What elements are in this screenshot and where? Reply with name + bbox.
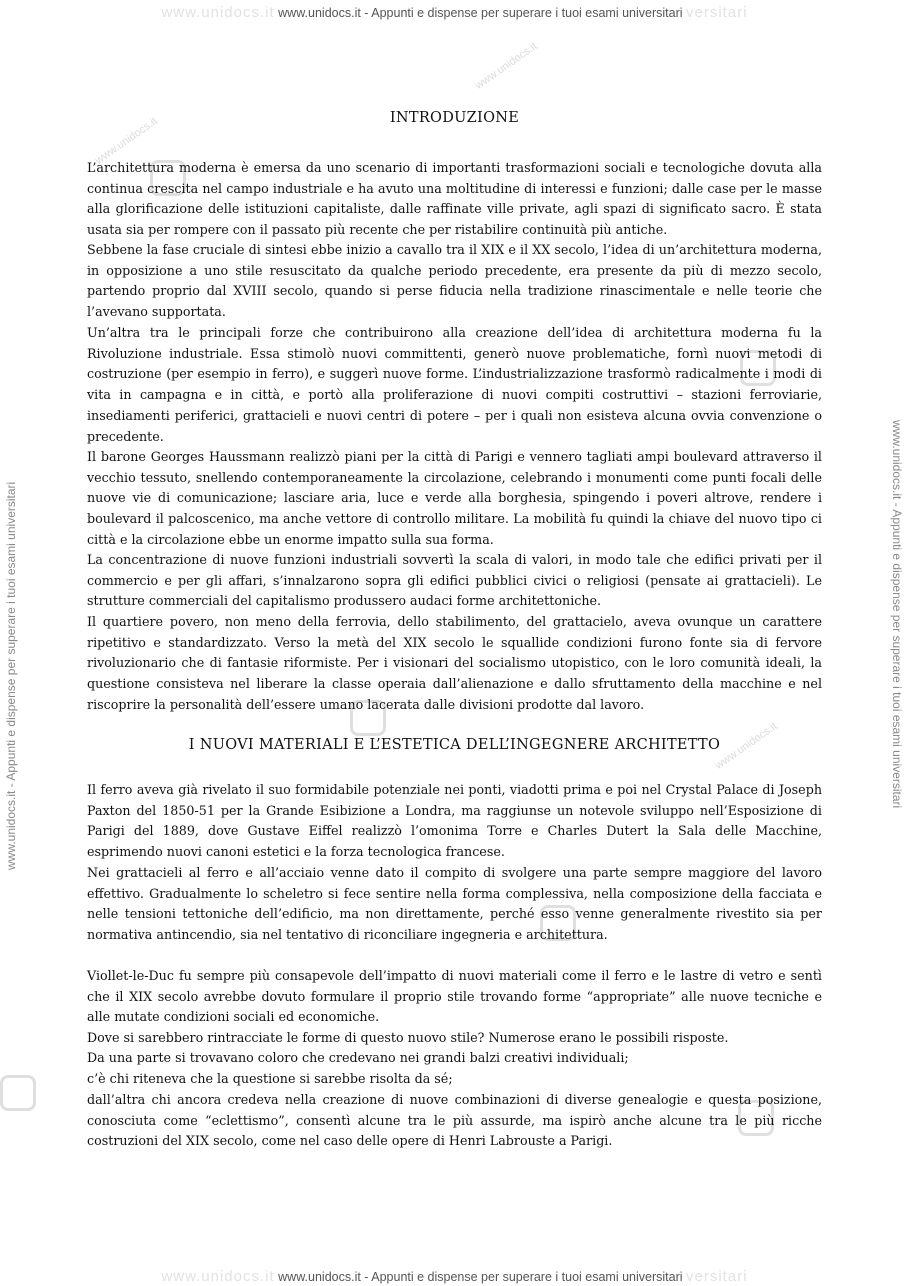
watermark-logo-icon <box>0 1075 36 1111</box>
watermark-footer <box>0 1268 909 1285</box>
watermark-footer-text: www.unidocs.it - Appunti e dispense per superare i tuoi esami universitari <box>278 1270 683 1284</box>
watermark-faint: www.unidocs.it <box>473 40 540 92</box>
watermark-ghost-right: versitari <box>686 4 748 21</box>
paragraph: Da una parte si trovavano coloro che credevano nei grandi balzi creativi individuali; <box>87 1050 629 1065</box>
paragraph: Viollet-le-Duc fu sempre più consapevole dell’impatto di nuovi materiali come il ferro e le lastre di vetro e sentì che il XIX secolo avrebbe dovuto formulare il proprio stile trovando forme “appropriate” alle nuove tecniche e alle mutate condizioni sociali ed economiche. <box>87 968 822 1025</box>
watermark-header <box>0 4 909 21</box>
paragraph: Il ferro aveva già rivelato il suo formidabile potenziale nei ponti, viadotti prima e poi nel Crystal Palace di Joseph Paxton del 1850-51 per la Grande Esibizione a Londra, ma raggiunse un notevole sviluppo nell’Esposizione di Parigi del 1889, dove Gustave Eiffel realizzò l’omonima Torre e Charles Dutert la Sala delle Macchine, esprimendo nuovi canoni estetici e la forza tecnologica francese. <box>87 782 822 860</box>
paragraph: Un’altra tra le principali forze che contribuirono alla creazione dell’idea di architettura moderna fu la Rivoluzione industriale. Essa stimolò nuovi committenti, generò nuove problematiche, fornì nuovi metodi di costruzione (per esempio in ferro), e suggerì nuove forme. L’industrializzazione trasformò radicalmente i modi di vita in campagna e in città, e portò alla proliferazione di nuovi compiti costruttivi – stazioni ferroviarie, insediamenti periferici, grattacieli e nuovi centri di potere – per i quali non esisteva alcuna ovvia convenzione o precedente. <box>87 325 822 444</box>
paragraph: Dove si sarebbero rintracciate le forme di questo nuovo stile? Numerose erano le possibili risposte. <box>87 1030 729 1045</box>
watermark-right-side: www.unidocs.it - Appunti e dispense per superare i tuoi esami universitari <box>890 420 904 809</box>
watermark-header-text: www.unidocs.it - Appunti e dispense per superare i tuoi esami universitari <box>278 6 683 20</box>
paragraph: Nei grattacieli al ferro e all’acciaio venne dato il compito di svolgere una parte sempre maggiore del lavoro effettivo. Gradualmente lo scheletro si fece sentire nella forma complessiva, nella composizione della facciata e nelle tensioni tettoniche dell’edificio, ma non direttamente, perché esso venne generalmente rivestito sia per normativa antincendio, sia nel tentativo di riconciliare ingegneria e architettura. <box>87 865 822 943</box>
paragraph: c’è chi riteneva che la questione si sarebbe risolta da sé; <box>87 1071 453 1086</box>
paragraph: L’architettura moderna è emersa da uno scenario di importanti trasformazioni sociali e tecnologiche dovuta alla continua crescita nel campo industriale e ha avuto una moltitudine di interessi e funzioni; dalle case per le masse alla glorificazione delle istituzioni capitaliste, dalle raffinate ville private, agli spazi di significato sacro. È stata usata sia per rompere con il passato più recente che per ristabilire continuità più antiche. <box>87 160 822 238</box>
heading-introduzione: INTRODUZIONE <box>389 110 520 126</box>
paragraph: Il barone Georges Haussmann realizzò piani per la città di Parigi e vennero tagliati ampi boulevard attraverso il vecchio tessuto, snellendo contemporaneamente la circolazione, celebrando i monumenti come punti focali delle nuove vie di comunicazione; lasciare aria, luce e verde alla borghesia, spingendo i poveri altrove, rendere i boulevard il palcoscenico, ma anche vettore di controllo militare. La mobilità fu quindi la chiave del nuovo tipo ci città e la circolazione ebbe un enorme impatto sulla sua forma. <box>87 449 822 547</box>
watermark-ghost-right: versitari <box>686 1268 748 1285</box>
watermark-faint: www.unidocs.it <box>93 115 160 167</box>
watermark-ghost-left: www.unidocs.it <box>161 4 275 21</box>
paragraph: La concentrazione di nuove funzioni industriali sovvertì la scala di valori, in modo tale che edifici privati per il commercio e per gli affari, s’innalzarono sopra gli edifici pubblici civici o religiosi (pensate ai grattacieli). Le strutture commerciali del capitalismo produssero audaci forme architettoniche. <box>87 552 822 609</box>
watermark-left-side: www.unidocs.it - Appunti e dispense per superare i tuoi esami universitari <box>4 481 18 870</box>
paragraph: Il quartiere povero, non meno della ferrovia, dello stabilimento, del grattacielo, aveva ovunque un carattere ripetitivo e standardizzato. Verso la metà del XIX secolo le squallide condizioni furono fonte sia di fervore rivoluzionario che di fantasie riformiste. Per i visionari del socialismo utopistico, con le loro comunità ideali, la questione consisteva nel liberare la classe operaia dall’alienazione e dallo sfruttamento della macchine e nel riscoprire la personalità dell’essere umano lacerata dalle divisioni prodotte dal lavoro. <box>87 614 822 712</box>
watermark-faint: www.unidocs.it <box>713 720 780 772</box>
heading-nuovi-materiali: I NUOVI MATERIALI E L’ESTETICA DELL’INGEGNERE ARCHITETTO <box>188 737 721 753</box>
paragraph: Sebbene la fase cruciale di sintesi ebbe inizio a cavallo tra il XIX e il XX secolo, l’idea di un’architettura moderna, in opposizione a uno stile resuscitato da qualche periodo precedente, era presente da più di mezzo secolo, partendo proprio dal XVIII secolo, quando si perse fiducia nella tradizione rinascimentale e nelle teorie che l’avevano supportata. <box>87 242 822 320</box>
watermark-ghost-left: www.unidocs.it <box>161 1268 275 1285</box>
paragraph: dall’altra chi ancora credeva nella creazione di nuove combinazioni di diverse genealogie e questa posizione, conosciuta come “eclettismo”, consentì alcune tra le più assurde, ma ispirò anche alcune tra le più ricche costruzioni del XIX secolo, come nel caso delle opere di Henri Labrouste a Parigi. <box>87 1092 822 1149</box>
